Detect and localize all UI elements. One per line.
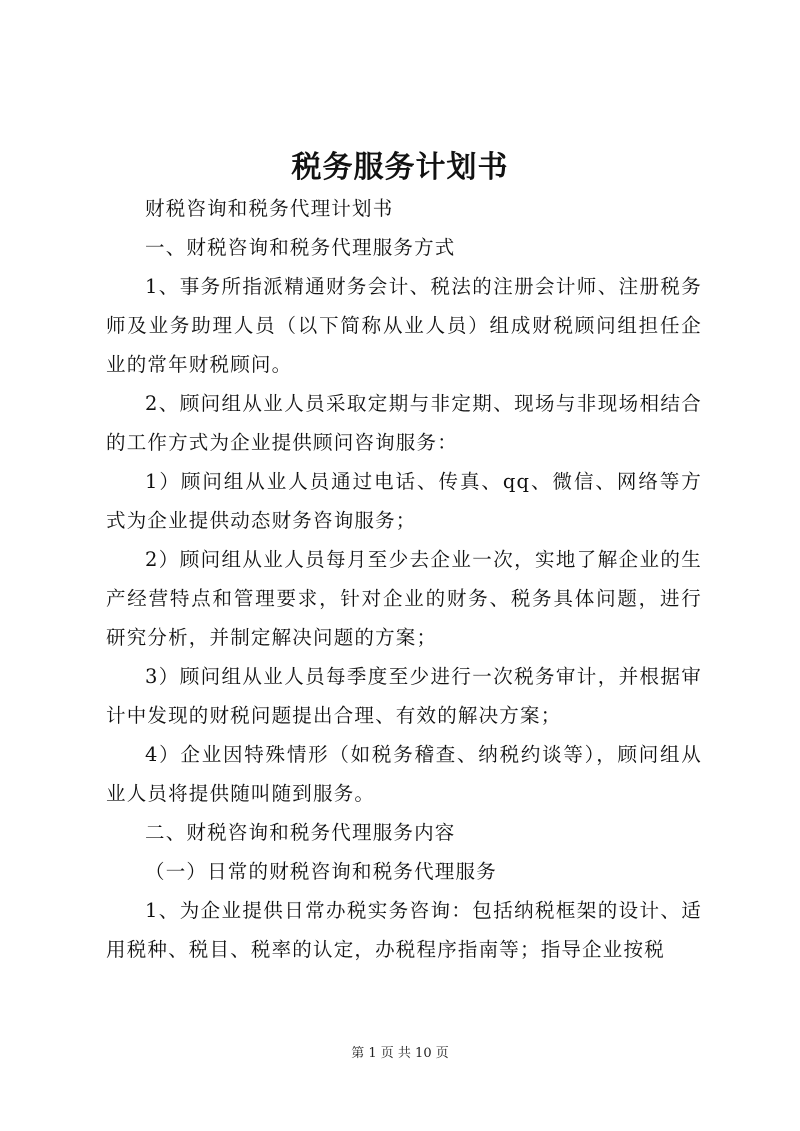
paragraph-section-heading-1: 一、财税咨询和税务代理服务方式 (145, 236, 456, 259)
paragraph-section-heading-2: 二、财税咨询和税务代理服务内容 (145, 821, 456, 844)
paragraph-item-1: 1、事务所指派精通财务会计、税法的注册会计师、注册税务师及业务助理人员（以下简称从业人员）组成财税顾问组担任企业的常年财税顾问。 (106, 275, 702, 376)
paragraph-item-2: 2、顾问组从业人员采取定期与非定期、现场与非现场相结合的工作方式为企业提供顾问咨询服务： (106, 392, 702, 454)
paragraph-subsection-heading: （一）日常的财税咨询和税务代理服务 (145, 860, 497, 883)
paragraph-subitem-4: 4）企业因特殊情形（如税务稽查、纳税约谈等），顾问组从业人员将提供随叫随到服务。 (106, 743, 702, 805)
paragraph-subtitle: 财税咨询和税务代理计划书 (145, 197, 394, 220)
paragraph-subitem-2: 2）顾问组从业人员每月至少去企业一次，实地了解企业的生产经营特点和管理要求，针对企业的财务、税务具体问题，进行研究分析，并制定解决问题的方案； (106, 548, 702, 649)
document-body (106, 189, 702, 969)
document-title: 税务服务计划书 (291, 150, 509, 185)
paragraph-item-3: 1、为企业提供日常办税实务咨询：包括纳税框架的设计、适用税种、税目、税率的认定，办税程序指南等；指导企业按税 (106, 899, 702, 961)
paragraph-subitem-1: 1）顾问组从业人员通过电话、传真、qq、微信、网络等方式为企业提供动态财务咨询服务； (106, 470, 702, 532)
paragraph-subitem-3: 3）顾问组从业人员每季度至少进行一次税务审计，并根据审计中发现的财税问题提出合理、有效的解决方案； (106, 665, 702, 727)
page-footer: 第 1 页 共 10 页 (351, 1046, 449, 1061)
